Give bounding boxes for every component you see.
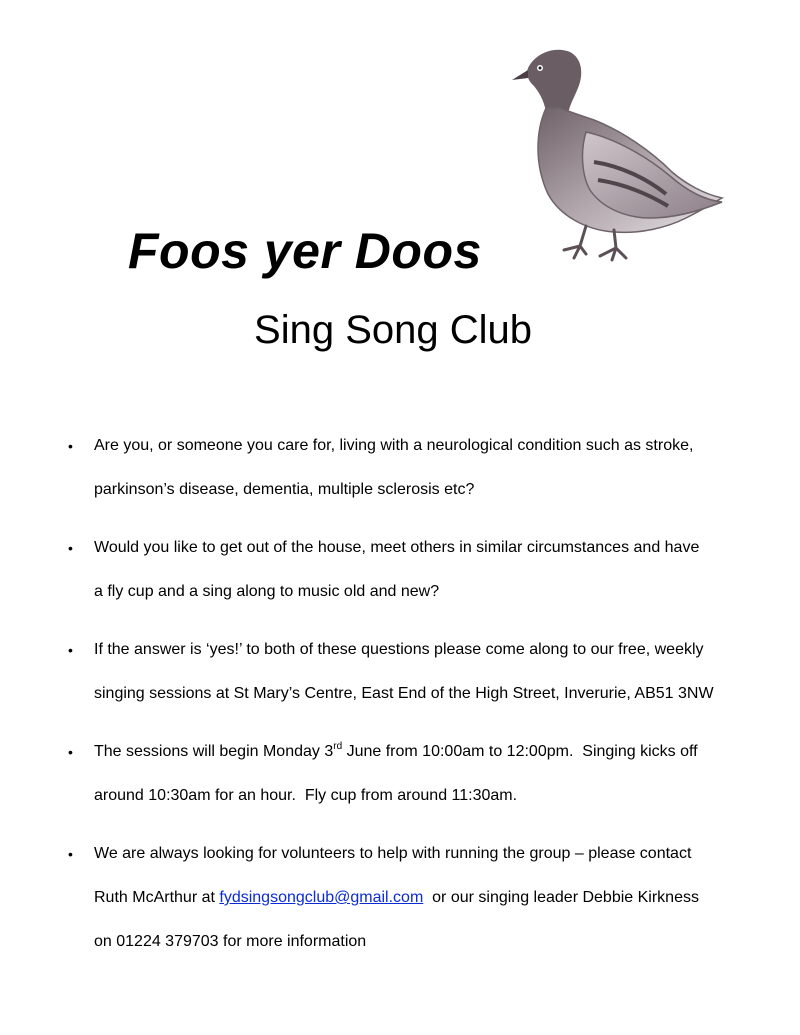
bullet-line-post: June from 10:00am to 12:00pm. Singing kicks off	[342, 743, 698, 760]
bullet-line: Would you like to get out of the house, meet others in similar circumstances and have	[94, 539, 700, 556]
bullet-line: singing sessions at St Mary’s Centre, East End of the High Street, Inverurie, AB51 3NW	[94, 685, 714, 702]
info-list	[64, 424, 754, 964]
bullet-icon: •	[68, 540, 73, 556]
list-item	[64, 730, 754, 818]
email-link[interactable]: fydsingsongclub@gmail.com	[219, 889, 424, 906]
list-item	[64, 832, 754, 964]
flyer-title: Foos yer Doos	[128, 223, 482, 279]
bullet-icon: •	[68, 642, 73, 658]
bullet-line: parkinson’s disease, dementia, multiple sclerosis etc?	[94, 481, 475, 498]
bullet-line: on 01224 379703 for more information	[94, 933, 367, 950]
bullet-line: a fly cup and a sing along to music old and new?	[94, 583, 440, 600]
bullet-line-pre: The sessions will begin Monday 3	[94, 743, 334, 760]
bullet-line-post: or our singing leader Debbie Kirkness	[423, 889, 699, 906]
bullet-line: If the answer is ‘yes!’ to both of these questions please come along to our free, weekly	[94, 641, 704, 658]
bullet-icon: •	[68, 846, 73, 862]
bullet-icon: •	[68, 438, 73, 454]
list-item	[64, 628, 754, 716]
bullet-line-pre: Ruth McArthur at	[94, 889, 220, 906]
bullet-line-sup: rd	[333, 740, 343, 752]
bullet-line: We are always looking for volunteers to help with running the group – please contact	[94, 845, 692, 862]
bullet-line: Are you, or someone you care for, living with a neurological condition such as stroke,	[94, 437, 694, 454]
bullet-icon: •	[68, 744, 73, 760]
flyer-subtitle	[0, 308, 800, 353]
pigeon-icon	[490, 34, 740, 274]
subtitle-text: Sing Song Club	[254, 308, 532, 352]
bullet-line: around 10:30am for an hour. Fly cup from around 11:30am.	[94, 787, 518, 804]
list-item	[64, 424, 754, 512]
list-item	[64, 526, 754, 614]
